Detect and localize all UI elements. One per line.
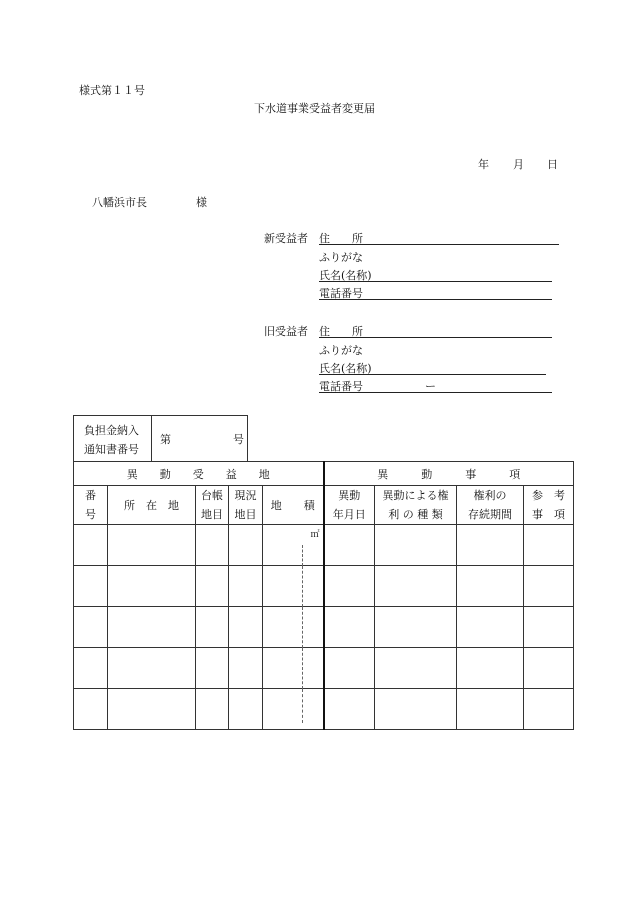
cell[interactable] [108, 648, 196, 689]
notice-dai: 第 [160, 433, 171, 446]
date-month-label: 月 [513, 158, 524, 171]
addressee-mayor: 八幡浜市長 [92, 196, 147, 209]
cell[interactable] [324, 525, 375, 566]
cell[interactable] [74, 607, 108, 648]
area-decimal-divider [302, 545, 303, 566]
cell[interactable] [524, 566, 574, 607]
col-header-right-period [457, 486, 524, 525]
col-header-current [229, 486, 263, 525]
old-phone-field[interactable] [319, 378, 552, 393]
col-header-change-date-line1: 異動 [338, 489, 361, 502]
cell[interactable] [524, 607, 574, 648]
new-beneficiary-label: 新受益者 [264, 232, 308, 245]
old-address-field[interactable] [319, 323, 552, 338]
cell[interactable] [196, 689, 229, 730]
area-decimal-divider [302, 648, 303, 689]
col-header-right-period-line2: 存続期間 [468, 508, 513, 521]
col-header-location: 所 在 地 [108, 486, 196, 525]
cell[interactable] [108, 525, 196, 566]
cell[interactable] [457, 689, 524, 730]
table-row [74, 525, 574, 566]
area-cell[interactable] [263, 689, 324, 730]
group-header-matters: 異 動 事 項 [324, 462, 574, 486]
old-address-label: 住 所 [319, 325, 363, 338]
cell[interactable] [229, 689, 263, 730]
notice-go: 号 [233, 433, 244, 446]
cell[interactable] [324, 607, 375, 648]
col-header-current-line2: 地目 [234, 508, 257, 521]
area-cell[interactable] [263, 607, 324, 648]
old-phone-dash: ー [425, 380, 436, 393]
notice-number-box [73, 415, 248, 461]
area-cell[interactable] [263, 525, 324, 566]
col-header-number-line2: 号 [85, 508, 96, 521]
cell[interactable] [229, 648, 263, 689]
cell[interactable] [375, 648, 457, 689]
cell[interactable] [324, 648, 375, 689]
col-header-right-period-line1: 権利の [473, 489, 507, 502]
new-phone-field[interactable] [319, 285, 552, 300]
old-furigana-label: ふりがな [319, 344, 363, 357]
cell[interactable] [457, 648, 524, 689]
cell[interactable] [524, 525, 574, 566]
old-name-label: 氏名(名称) [319, 362, 372, 375]
cell[interactable] [108, 607, 196, 648]
cell[interactable] [108, 566, 196, 607]
date-year-label: 年 [478, 158, 489, 171]
cell[interactable] [457, 607, 524, 648]
cell[interactable] [375, 525, 457, 566]
new-phone-label: 電話番号 [319, 287, 363, 300]
notice-label-line1: 負担金納入 [84, 424, 139, 437]
area-unit: ㎡ [310, 530, 320, 540]
group-header-land: 異 動 受 益 地 [74, 462, 324, 486]
col-header-current-line1: 現況 [234, 489, 257, 502]
cell[interactable] [457, 566, 524, 607]
area-decimal-divider [302, 607, 303, 648]
new-name-label: 氏名(名称) [319, 269, 372, 282]
area-cell[interactable] [263, 566, 324, 607]
cell[interactable] [196, 566, 229, 607]
new-address-label: 住 所 [319, 232, 363, 245]
col-header-number [74, 486, 108, 525]
table-row [74, 566, 574, 607]
col-header-right-type-line2: 利 の 種 類 [388, 508, 443, 521]
area-decimal-divider [302, 689, 303, 723]
cell[interactable] [196, 525, 229, 566]
col-header-change-date-line2: 年月日 [332, 508, 366, 521]
new-name-field[interactable] [319, 267, 552, 282]
date-day-label: 日 [547, 158, 558, 171]
col-header-ledger-line1: 台帳 [201, 489, 223, 502]
change-detail-table [73, 461, 574, 730]
cell[interactable] [74, 525, 108, 566]
col-header-right-type-line1: 異動による権 [382, 489, 449, 502]
document-title: 下水道事業受益者変更届 [254, 102, 375, 115]
cell[interactable] [196, 648, 229, 689]
notice-label-line2: 通知書番号 [84, 443, 139, 456]
new-furigana-label: ふりがな [319, 251, 363, 264]
cell[interactable] [324, 566, 375, 607]
cell[interactable] [74, 648, 108, 689]
notice-label-cell [74, 416, 152, 462]
cell[interactable] [375, 607, 457, 648]
old-beneficiary-label: 旧受益者 [264, 325, 308, 338]
col-header-right-type [375, 486, 457, 525]
cell[interactable] [524, 648, 574, 689]
area-cell[interactable] [263, 648, 324, 689]
cell[interactable] [229, 607, 263, 648]
area-decimal-divider [302, 566, 303, 607]
col-header-remarks-line1: 参 考 [532, 489, 566, 502]
col-header-ledger-line2: 地目 [201, 508, 223, 521]
table-row [74, 607, 574, 648]
cell[interactable] [229, 566, 263, 607]
table-row [74, 689, 574, 730]
cell[interactable] [457, 525, 524, 566]
cell[interactable] [74, 689, 108, 730]
cell[interactable] [375, 566, 457, 607]
form-number: 様式第１１号 [79, 84, 145, 97]
new-address-field[interactable] [319, 230, 559, 245]
cell[interactable] [229, 525, 263, 566]
col-header-remarks-line2: 事 項 [532, 508, 566, 521]
table-row [74, 648, 574, 689]
col-header-remarks [524, 486, 574, 525]
old-phone-label: 電話番号 [319, 380, 363, 393]
old-name-field[interactable] [319, 360, 546, 375]
cell[interactable] [524, 689, 574, 730]
cell[interactable] [108, 689, 196, 730]
col-header-change-date [324, 486, 375, 525]
cell[interactable] [324, 689, 375, 730]
col-header-ledger [196, 486, 229, 525]
cell[interactable] [196, 607, 229, 648]
col-header-area: 地 積 [263, 486, 324, 525]
col-header-number-line1: 番 [85, 489, 96, 502]
cell[interactable] [74, 566, 108, 607]
addressee-honorific: 様 [196, 196, 207, 209]
cell[interactable] [375, 689, 457, 730]
